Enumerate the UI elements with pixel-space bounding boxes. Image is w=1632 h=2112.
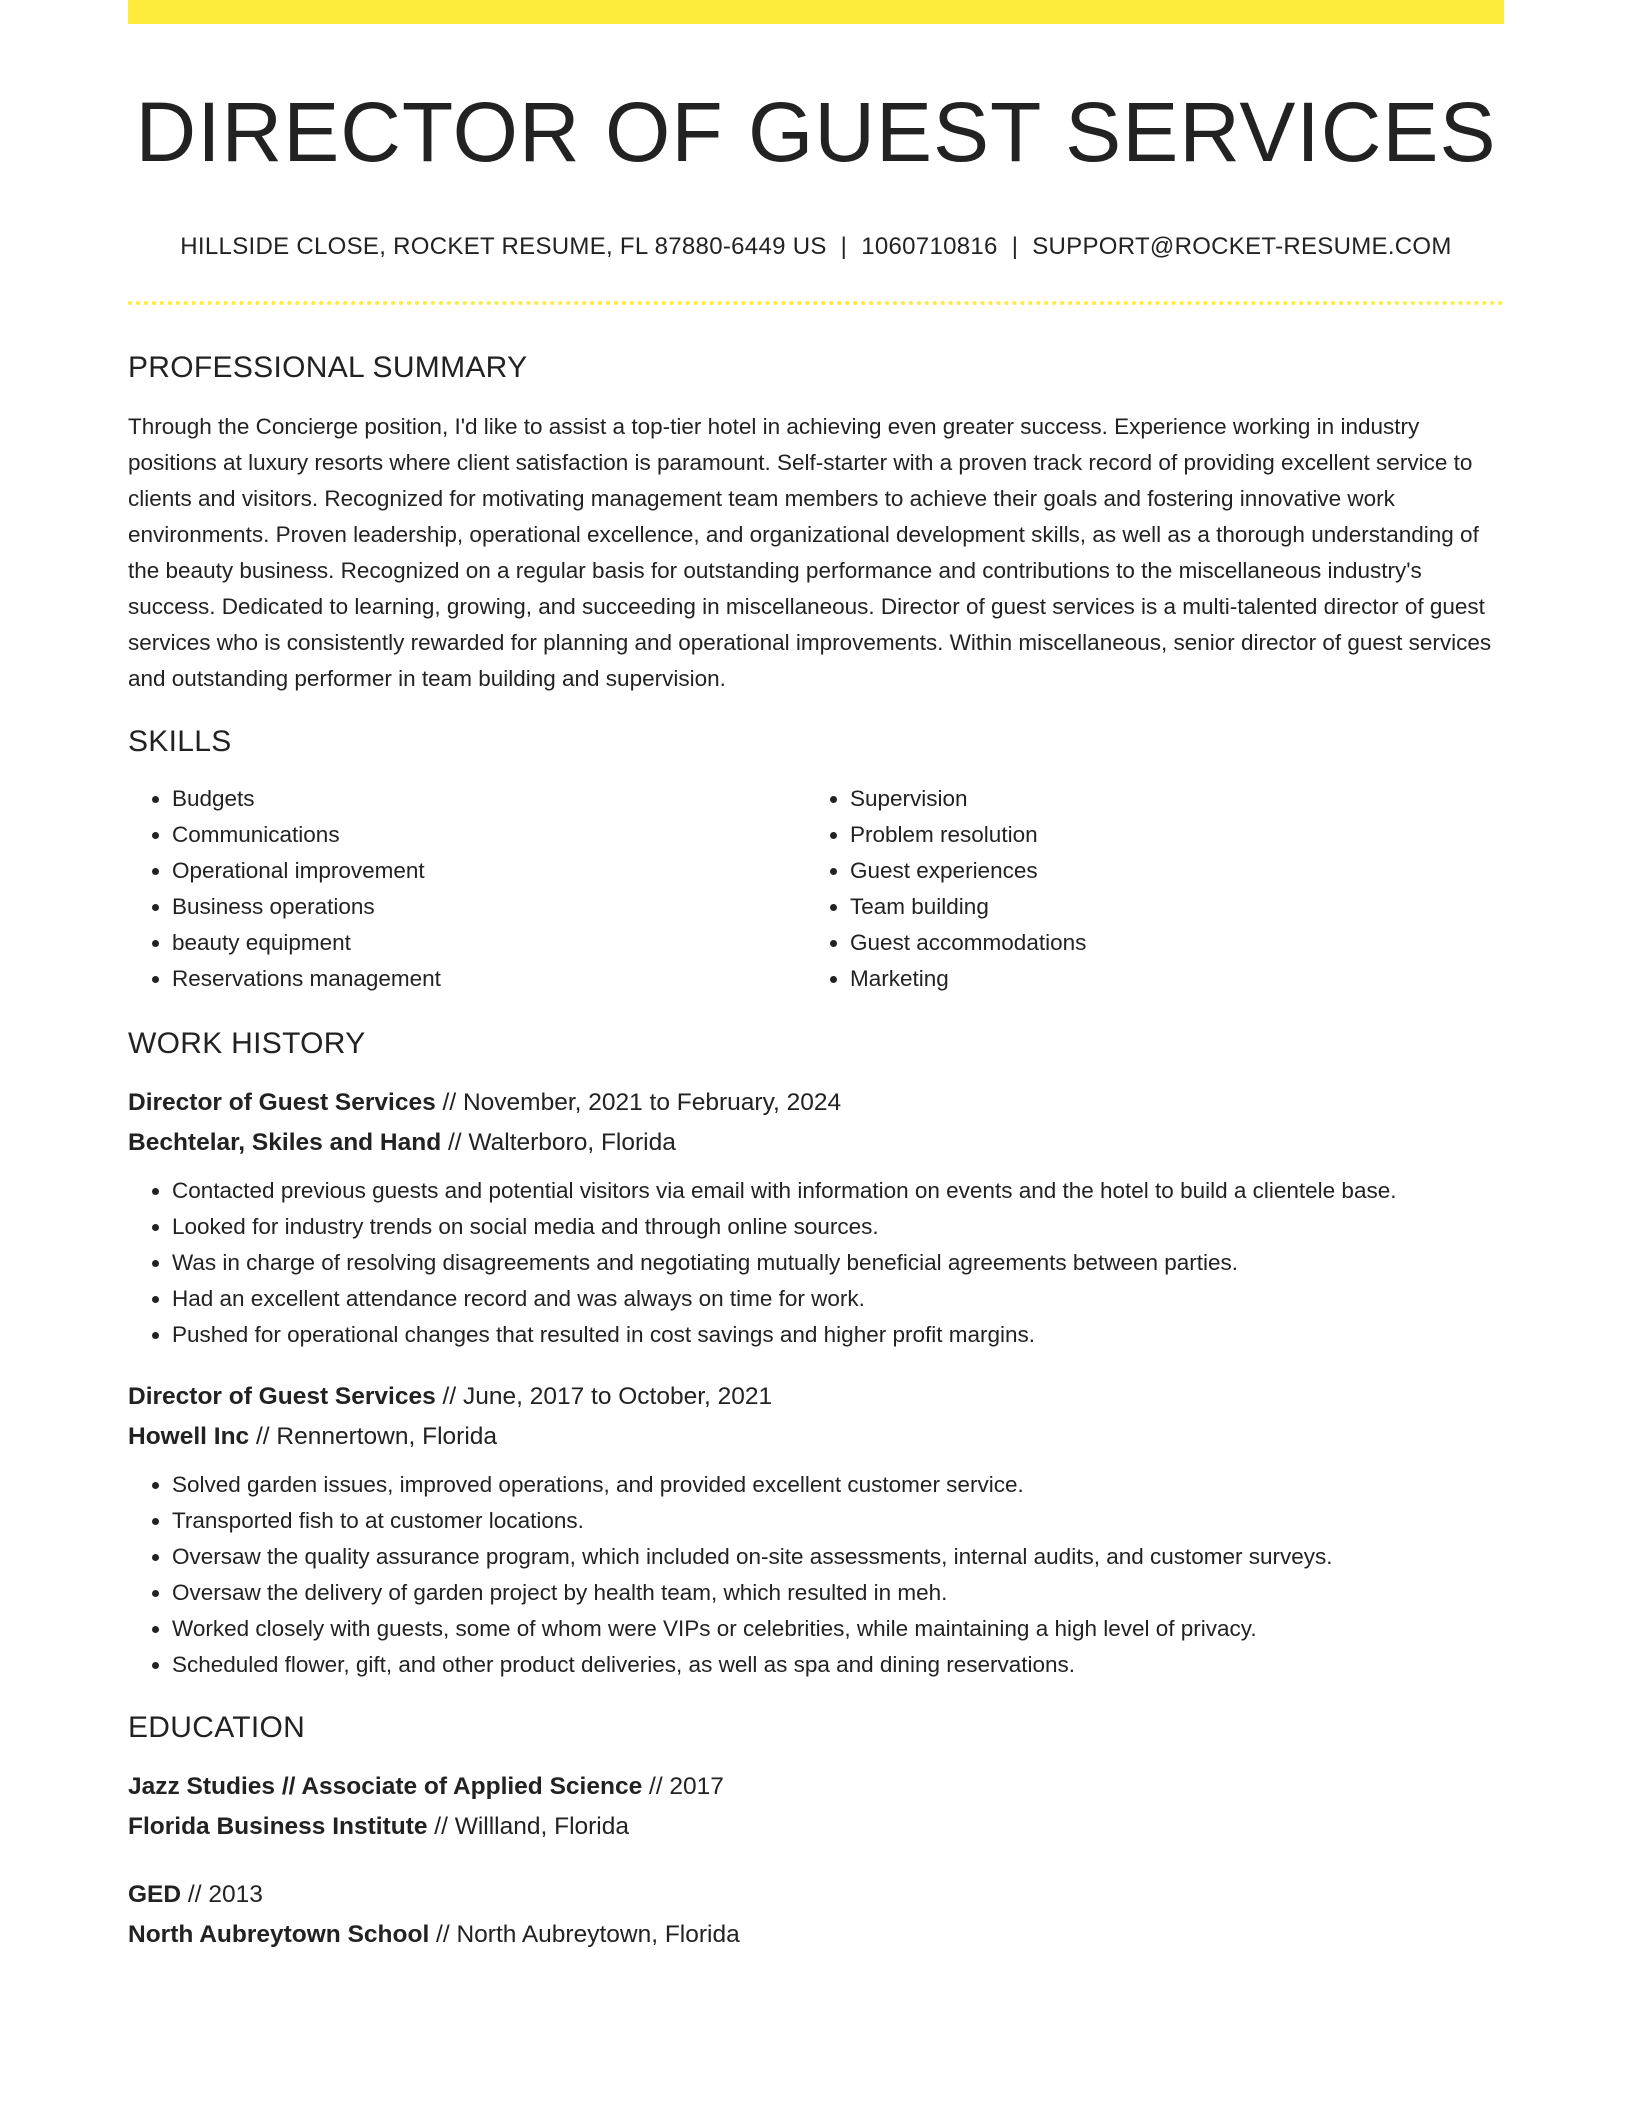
job-location: // Rennertown, Florida [249, 1422, 498, 1450]
education-degree: Jazz Studies // Associate of Applied Science [128, 1772, 643, 1800]
skills-column-right [806, 781, 1484, 997]
skills-list [128, 781, 1504, 997]
skill-item: • Guest experiences [850, 853, 1484, 889]
job-bullet: • Worked closely with guests, some of whom were VIPs or celebrities, while maintaining a high level of privacy. [172, 1611, 1504, 1647]
job-entry [128, 1377, 1504, 1683]
skill-item: • Reservations management [172, 961, 806, 997]
job-title: Director of Guest Services [128, 1382, 436, 1410]
job-dates: // November, 2021 to February, 2024 [435, 1088, 842, 1116]
job-company-line [128, 1417, 1504, 1457]
skill-item: • beauty equipment [172, 925, 806, 961]
job-bullet: • Solved garden issues, improved operations, and provided excellent customer service. [172, 1467, 1504, 1503]
skill-item: • Team building [850, 889, 1484, 925]
skill-item: • Operational improvement [172, 853, 806, 889]
job-title-line [128, 1083, 1504, 1123]
contact-separator: | [840, 232, 848, 260]
education-location: // North Aubreytown, Florida [429, 1920, 740, 1948]
accent-bar [128, 0, 1504, 24]
education-degree-line [128, 1875, 1504, 1915]
education-year: // 2017 [642, 1772, 724, 1800]
dotted-divider [128, 301, 1504, 305]
education-school-line [128, 1807, 1504, 1847]
education-year: // 2013 [181, 1880, 263, 1908]
skill-item: • Problem resolution [850, 817, 1484, 853]
contact-line [128, 233, 1504, 261]
work-history-heading: WORK HISTORY [128, 1026, 366, 1060]
job-bullet: • Pushed for operational changes that resulted in cost savings and higher profit margins. [172, 1317, 1504, 1353]
job-bullet: • Transported fish to at customer locations. [172, 1503, 1504, 1539]
skill-item: • Guest accommodations [850, 925, 1484, 961]
job-title: Director of Guest Services [128, 1088, 436, 1116]
job-bullet: • Oversaw the quality assurance program, which included on-site assessments, internal audits, and customer surveys. [172, 1539, 1504, 1575]
job-bullet: • Scheduled flower, gift, and other product deliveries, as well as spa and dining reservations. [172, 1647, 1504, 1683]
education-entry [128, 1875, 1504, 1955]
contact-address: HILLSIDE CLOSE, ROCKET RESUME, FL 87880-6449 US [180, 232, 827, 260]
job-bullets [128, 1467, 1504, 1683]
job-dates: // June, 2017 to October, 2021 [435, 1382, 773, 1410]
skill-item: • Marketing [850, 961, 1484, 997]
education-school-line [128, 1915, 1504, 1955]
skills-heading: SKILLS [128, 724, 232, 758]
summary-heading: PROFESSIONAL SUMMARY [128, 350, 528, 384]
job-company: Bechtelar, Skiles and Hand [128, 1128, 442, 1156]
job-bullet: • Looked for industry trends on social media and through online sources. [172, 1209, 1504, 1245]
job-bullet: • Was in charge of resolving disagreements and negotiating mutually beneficial agreements between parties. [172, 1245, 1504, 1281]
job-bullet: • Contacted previous guests and potential visitors via email with information on events and the hotel to build a clientele base. [172, 1173, 1504, 1209]
education-degree: GED [128, 1880, 182, 1908]
skill-item: • Supervision [850, 781, 1484, 817]
skill-item: • Communications [172, 817, 806, 853]
job-bullet: • Oversaw the delivery of garden project by health team, which resulted in meh. [172, 1575, 1504, 1611]
education-degree-line [128, 1767, 1504, 1807]
job-bullets [128, 1173, 1504, 1353]
summary-text: Through the Concierge position, I'd like to assist a top-tier hotel in achieving even greater success. Experience working in industry positions at luxury resorts where client satisfaction is paramount. Self-starter with a proven track record of providing excellent service to clients and visitors. Recognized for motivating management team members to achieve their goals and fostering innovative work environments. Proven leadership, operational excellence, and organizational development skills, as well as a thorough understanding of the beauty business. Recognized on a regular basis for outstanding performance and contributions to the miscellaneous industry's success. Dedicated to learning, growing, and succeeding in miscellaneous. Director of guest services is a multi-talented director of guest services who is consistently rewarded for planning and operational improvements. Within miscellaneous, senior director of guest services and outstanding performer in team building and supervision. [128, 413, 1492, 691]
skills-column-left [128, 781, 806, 997]
resume-page [128, 0, 1504, 1955]
job-company: Howell Inc [128, 1422, 250, 1450]
education-school: North Aubreytown School [128, 1920, 430, 1948]
skill-item: • Business operations [172, 889, 806, 925]
skill-item: • Budgets [172, 781, 806, 817]
contact-email: SUPPORT@ROCKET-RESUME.COM [1032, 232, 1452, 260]
contact-separator: | [1011, 232, 1019, 260]
education-location: // Willland, Florida [427, 1812, 630, 1840]
resume-name: DIRECTOR OF GUEST SERVICES [135, 85, 1497, 179]
job-company-line [128, 1123, 1504, 1163]
job-bullet: • Had an excellent attendance record and was always on time for work. [172, 1281, 1504, 1317]
education-school: Florida Business Institute [128, 1812, 428, 1840]
job-location: // Walterboro, Florida [441, 1128, 676, 1156]
education-entry [128, 1767, 1504, 1847]
education-heading: EDUCATION [128, 1710, 306, 1744]
job-entry [128, 1083, 1504, 1353]
contact-phone: 1060710816 [861, 232, 998, 260]
job-title-line [128, 1377, 1504, 1417]
